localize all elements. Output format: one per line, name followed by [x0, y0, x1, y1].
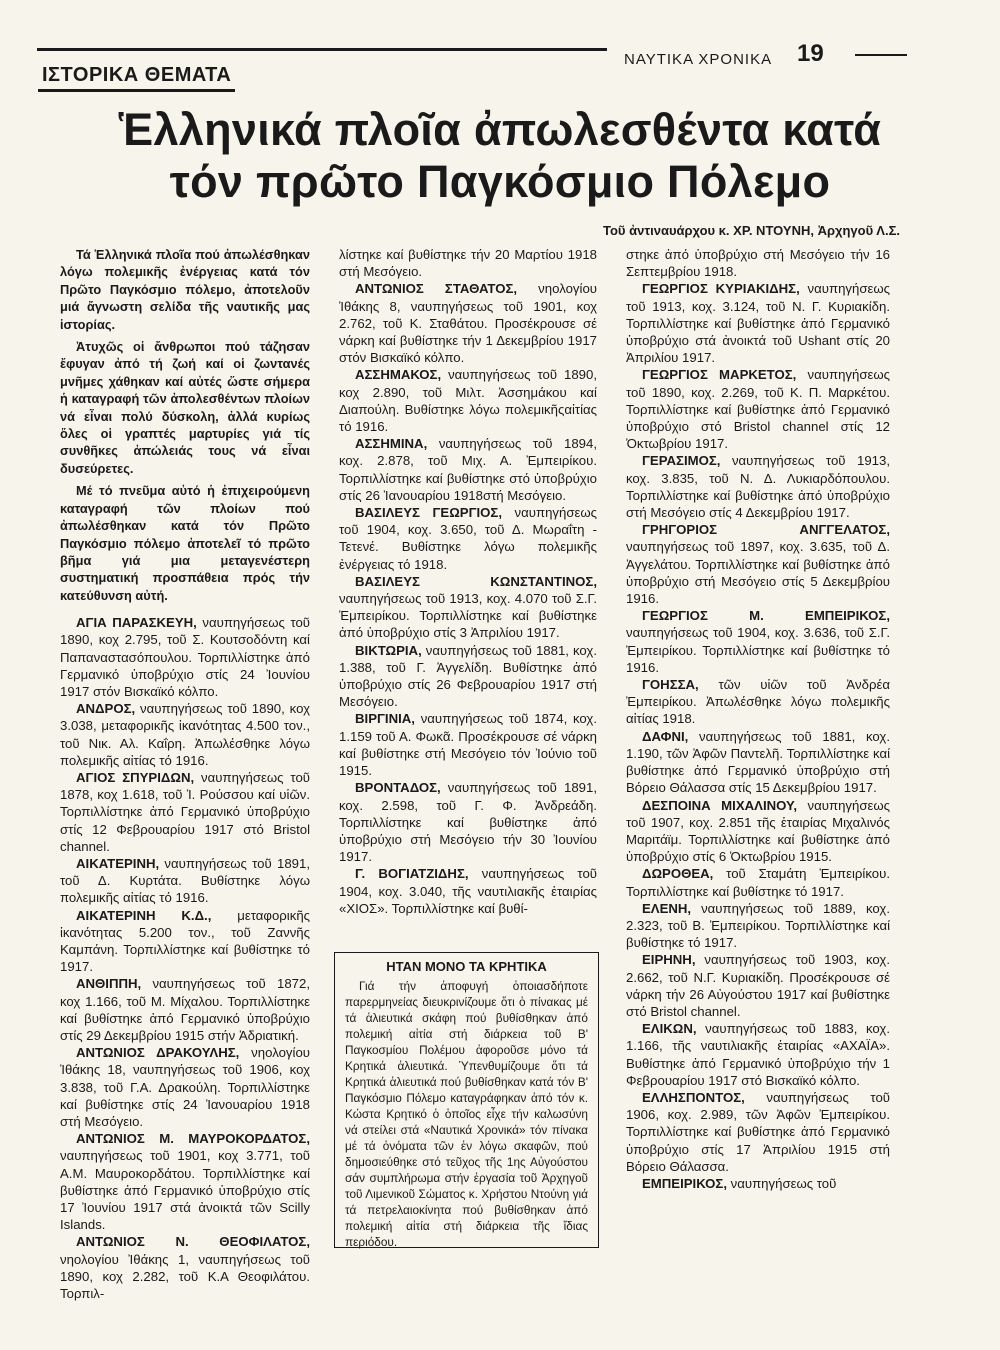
ship-entry: ΑΙΚΑΤΕΡΙΝΗ, ναυπηγήσεως τοῦ 1891, τοῦ Δ. Κυρτάτα. Βυθίστηκε λόγω πολεμικῆς αἰτίας τό 1916. [60, 855, 310, 906]
header-rule-left [37, 48, 607, 51]
column-1 [60, 246, 310, 1302]
intro-paragraph: Τά Ἑλληνικά πλοῖα πού ἀπωλέσθηκαν λόγω πολεμικῆς ἐνέργειας κατά τόν Πρῶτο Παγκόσμιο πόλεμο, ἀποτελοῦν μιά ἄγνωστη σελίδα τῆς ναυτικῆς μας ἱστορίας. [60, 247, 310, 332]
title-line-1: Ἑλληνικά πλοῖα ἀπωλεσθέντα κατά [118, 104, 882, 155]
ship-entry: ΕΛΙΚΩΝ, ναυπηγήσεως τοῦ 1883, κοχ. 1.166, τῆς ναυτιλιακῆς ἑταιρίας «ΑΧΑΪΑ». Βυθίστηκε ἀπό Γερμανικό ὑποβρύχιο τήν 1 Φεβρουαρίου 1917 στό Βισκαϊκό κόλπο. [626, 1021, 890, 1088]
ship-entry: ΕΜΠΕΙΡΙΚΟΣ, ναυπηγήσεως τοῦ [642, 1175, 837, 1191]
ship-entry: ΑΙΚΑΤΕΡΙΝΗ Κ.Δ., μεταφορικῆς ἱκανότητας 5.200 τον., τοῦ Ζαννῆς Καμπάνη. Τορπιλλίστηκε καί βυθίστηκε τό 1917. [60, 907, 311, 975]
ship-entry: ΑΝΘΙΠΠΗ, ναυπηγήσεως τοῦ 1872, κοχ 1.166, τοῦ Μ. Μίχαλου. Τορπιλλίστηκε καί βυθίστηκε ἀπό Γερμανικό ὑποβρύχιο στίς 29 Δεκεμβρίου 1915 στήν Ἀδριατική. [60, 976, 310, 1043]
ship-entry: ΑΝΤΩΝΙΟΣ ΣΤΑΘΑΤΟΣ, νηολογίου Ἰθάκης 8, ναυπηγήσεως τοῦ 1901, κοχ 2.762, τοῦ Κ. Σταθάτου. Προσέκρουσε σέ νάρκη καί βυθίστηκε τήν 1 Δεκεμβρίου 1917 στόν Βισκαϊκό κόλπο. [339, 281, 597, 366]
ship-entry: ΔΩΡΟΘΕΑ, τοῦ Σταμάτη Ἐμπειρίκου. Τορπιλλίστηκε καί βυθίστηκε τό 1917. [626, 866, 890, 899]
ship-entry: ΓΕΩΡΓΙΟΣ ΜΑΡΚΕΤΟΣ, ναυπηγήσεως τοῦ 1890, κοχ. 2.269, τοῦ Κ. Π. Μαρκέτου. Τορπιλλίστηκε καί βυθίστηκε ἀπό Γερμανικό ὑποβρύχιο στό Bristol channel στίς 12 Ὀκτωβρίου 1917. [626, 367, 891, 452]
ship-entry: ΕΙΡΗΝΗ, ναυπηγήσεως τοῦ 1903, κοχ. 2.662, τοῦ Ν.Γ. Κυριακίδη. Προσέκρουσε σέ νάρκη τήν 26 Αὐγούστου 1917 καί βυθίστηκε στό Bristol channel. [626, 952, 890, 1019]
page-number: 19 [797, 40, 824, 67]
ship-entry: ΓΕΩΡΓΙΟΣ ΚΥΡΙΑΚΙΔΗΣ, ναυπηγήσεως τοῦ 1913, κοχ. 3.124, τοῦ Ν. Γ. Κυριακίδη. Τορπιλλίστηκε καί βυθίστηκε ἀπό Γερμανικό ὑποβρύχιο στά ἀνοικτά τοῦ Ushant στίς 20 Ἀπριλίου 1917. [626, 281, 890, 366]
sidebar-box [334, 952, 599, 1248]
column-2 [339, 246, 597, 917]
ship-entry: ΑΝΤΩΝΙΟΣ Ν. ΘΕΟΦΙΛΑΤΟΣ, νηολογίου Ἰθάκης 1, ναυπηγήσεως τοῦ 1890, κοχ 2.282, τοῦ Κ.Α Θεοφιλάτου. Τορπιλ- [60, 1234, 310, 1302]
column-3 [626, 246, 890, 1192]
intro-paragraph: Ἀτυχῶς οἱ ἄνθρωποι πού τάζησαν ἔφυγαν ἀπό τή ζωή καί οἱ ζωντανές μνῆμες χάθηκαν καί αὐτές ὥστε σήμερα ἡ καταγραφή τῶν ἀπολεσθέντων πλοίων νά εἶναι πολύ δύσκολη, ἀλλά κυρίως ὅλες οἱ γραπτές μαρτυρίες γιά τίς συνθῆκες ἀπώλειάς τους νά εἶναι δυσεύρετες. [60, 339, 310, 476]
title-line-2: τόν πρῶτο Παγκόσμιο Πόλεμο [169, 156, 831, 207]
ship-entry: ΓΟΗΣΣΑ, τῶν υἱῶν τοῦ Ἀνδρέα Ἐμπειρίκου. Ἀπωλέσθηκε λόγω πολεμικῆς αἰτίας 1918. [626, 677, 890, 727]
ship-entry: ΑΣΣΗΜΑΚΟΣ, ναυπηγήσεως τοῦ 1890, κοχ 2.890, τοῦ Μιλτ. Ἀσσημάκου καί Διαπούλη. Βυθίστηκε λόγω πολεμικῆςαἰτίας τό 1916. [339, 367, 597, 435]
ship-entry: ΑΣΣΗΜΙΝΑ, ναυπηγήσεως τοῦ 1894, κοχ. 2.878, τοῦ Μιχ. Α. Ἐμπειρίκου. Τορπιλλίστηκε καί βυθίστηκε στό ὑποβρύχιο στίς 26 Ἰανουαρίου 1918στή Μεσόγειο. [339, 436, 597, 503]
ship-entry: ΓΡΗΓΟΡΙΟΣ ΑΝΓΓΕΛΑΤΟΣ, ναυπηγήσεως τοῦ 1897, κοχ. 3.635, τοῦ Δ. Ἀγγελάτου. Τορπιλλίστηκε καί βυθίστηκε ἀπό ὑποβρύχιο στή Μεσόγειο στίς 5 Δεκεμβρίου 1916. [626, 522, 890, 607]
ship-entry: ΒΙΚΤΩΡΙΑ, ναυπηγήσεως τοῦ 1881, κοχ. 1.388, τοῦ Γ. Ἀγγελίδη. Βυθίστηκε ἀπό ὑποβρύχιο στίς 26 Φεβρουαρίου 1917 στή Μεσόγειο. [339, 642, 597, 710]
ship-entry: ΒΡΟΝΤΑΔΟΣ, ναυπηγήσεως τοῦ 1891, κοχ. 2.598, τοῦ Γ. Φ. Ἀνδρεάδη. Τορπιλλίστηκε καί βυθίστηκε ἀπό ὑποβρύχιο στή Μεσόγειο τήν 30 Ἰουνίου 1917. [339, 780, 597, 865]
section-heading: ΙΣΤΟΡΙΚΑ ΘΕΜΑΤΑ [38, 64, 235, 92]
box-title: ΗΤΑΝ ΜΟΝΟ ΤΑ ΚΡΗΤΙΚΑ [386, 959, 547, 974]
ship-entry: ΒΑΣΙΛΕΥΣ ΓΕΩΡΓΙΟΣ, ναυπηγήσεως τοῦ 1904, κοχ. 3.650, τοῦ Δ. Μωραΐτη - Τετενέ. Βυθίστηκε λόγω πολεμικῆς ἐνέργειας τό 1918. [339, 505, 598, 572]
intro [60, 246, 310, 604]
ship-entry: ΕΛΛΗΣΠΟΝΤΟΣ, ναυπηγήσεως τοῦ 1906, κοχ. 2.989, τῶν Ἀφῶν Ἐμπειρίκου. Τορπιλλίστηκε καί βυθίστηκε ἀπό Γερμανικό ὑποβρύχιο στίς 17 Ἀπριλίου 1915 στή Βόρειο Θάλασσα. [626, 1089, 890, 1174]
ship-entry: ΑΝΤΩΝΙΟΣ Μ. ΜΑΥΡΟΚΟΡΔΑΤΟΣ, ναυπηγήσεως τοῦ 1901, κοχ 3.771, τοῦ Α.Μ. Μαυροκορδάτου. Τορπιλλίστηκε καί βυθίστηκε ἀπό Γερμανικό ὑποβρύχιο στίς 17 Ἰουνίου 1917 στά ἀνοικτά τῶν Scilly Islands. [60, 1131, 310, 1233]
ship-entry: ΔΕΣΠΟΙΝΑ ΜΙΧΑΛΙΝΟΥ, ναυπηγήσεως τοῦ 1907, κοχ. 2.851 τῆς ἑταιρίας Μιχαλινός Μαριτάϊμ. Τορπιλλίστηκε καί βυθίστηκε ἀπό ὑποβρύχιο στίς 6 Ὀκτωβρίου 1915. [626, 797, 891, 865]
journal-name: ΝΑΥΤΙΚΑ ΧΡΟΝΙΚΑ [624, 51, 773, 68]
byline: Τοῦ ἀντιναυάρχου κ. ΧΡ. ΝΤΟΥΝΗ, Ἀρχηγοῦ Λ.Σ. [603, 223, 900, 238]
ship-entry: ΑΝΔΡΟΣ, ναυπηγήσεως τοῦ 1890, κοχ 3.038, μεταφορικῆς ἱκανότητας 4.500 τον., τοῦ Νικ. Αλ. Καΐρη. Ἀπωλέσθηκε λόγω πολεμικῆς αἰτίας τό 1916. [60, 701, 310, 768]
ship-entry: ΓΕΩΡΓΙΟΣ Μ. ΕΜΠΕΙΡΙΚΟΣ, ναυπηγήσεως τοῦ 1904, κοχ. 3.636, τοῦ Σ.Γ. Ἐμπειρίκου. Τορπιλλίστηκε καί βυθίστηκε τό 1916. [626, 608, 890, 675]
intro-paragraph: Μέ τό πνεῦμα αὐτό ἡ ἐπιχειρούμενη καταγραφή τῶν πλοίων πού ἀπωλέσθηκαν κατά τόν Πρῶτο Παγκόσμιο πόλεμο ἀποτελεῖ τό πρῶτο βῆμα γιά μια μεταγενέστερη συστηματική προσπάθεια πρός τήν κατεύθυνση αὐτή. [60, 483, 310, 603]
ship-entry: ΑΝΤΩΝΙΟΣ ΔΡΑΚΟΥΛΗΣ, νηολογίου Ἰθάκης 18, ναυπηγήσεως τοῦ 1906, κοχ 3.838, τοῦ Γ.Α. Δρακούλη. Τορπιλλίστηκε καί βυθίστηκε στίς 24 Ἰανουαρίου 1918 στή Μεσόγειο. [60, 1045, 310, 1130]
continued-text: στηκε ἀπό ὑποβρύχιο στή Μεσόγειο τήν 16 Σεπτεμβρίου 1918. [626, 247, 890, 280]
ship-entry: ΕΛΕΝΗ, ναυπηγήσεως τοῦ 1889, κοχ. 2.323, τοῦ Β. Ἐμπειρίκου. Τορπιλλίστηκε καί βυθίστηκε τό 1917. [626, 900, 890, 951]
ship-entry: ΒΙΡΓΙΝΙΑ, ναυπηγήσεως τοῦ 1874, κοχ. 1.159 τοῦ Α. Φωκᾶ. Προσέκρουσε σέ νάρκη καί βυθίστηκε στή Μεσόγειο τόν Ἰούνιο τοῦ 1915. [339, 711, 597, 779]
ship-entry: ΔΑΦΝΙ, ναυπηγήσεως τοῦ 1881, κοχ. 1.190, τῶν Ἀφῶν Παντελῆ. Τορπιλλίστηκε καί βυθίστηκε ἀπό Γερμανικό ὑποβρύχιο στή Βόρειο Θάλασσα στίς 15 Δεκεμβρίου 1917. [626, 728, 890, 796]
ship-entry: ΒΑΣΙΛΕΥΣ ΚΩΝΣΤΑΝΤΙΝΟΣ, ναυπηγήσεως τοῦ 1913, κοχ. 4.070 τοῦ Σ.Γ. Ἐμπειρίκου. Τορπιλλίστηκε καί βυθίστηκε ἀπό ὑποβρύχιο στίς 3 Ἀπριλίου 1917. [339, 573, 597, 641]
ship-entry: ΓΕΡΑΣΙΜΟΣ, ναυπηγήσεως τοῦ 1913, κοχ. 3.835, τοῦ Ν. Δ. Λυκιαρδόπουλου. Τορπιλλίστηκε καί βυθίστηκε ἀπό ὑποβρύχιο στή Μεσόγειο στίς 4 Δεκεμβρίου 1917. [626, 453, 890, 521]
continued-text: λίστηκε καί βυθίστηκε τήν 20 Μαρτίου 1918 στή Μεσόγειο. [339, 247, 597, 280]
article-title [40, 104, 960, 208]
box-text: Γιά τήν ἀποφυγή ὁποιασδήποτε παρερμηνείας διευκρινίζουμε ὅτι ὁ πίνακας μέ τά ἁλιευτικά σκάφη πού βυθίσθηκαν ἀπό πολεμική αἰτία στή διάρκεια τοῦ Β' Παγκοσμίου Πολέμου ἀφοροῦσε μόνο τά Κρητικά ἁλιευτικά. Ὑπενθυμίζουμε ὅτι τά Κρητικά ἁλιευτικά πού βυθίσθηκαν κατά τόν Β' Παγκόσμιο Πόλεμο καταγράφηκαν ἀπό τόν κ. Κώστα Κρητικό ὁ ὁποῖος εἶχε τήν καλωσύνη νά στείλει στά «Ναυτικά Χρονικά» τόν πίνακα μέ τά ὀνόματα τῶν ἐν λόγω σκαφῶν, πού δημοσιεύθηκε στό τεῦχος τῆς 1ης Αὐγούστου σάν συμπλήρωμα στήν ἐργασία τοῦ Ἀρχηγοῦ τοῦ Λιμενικοῦ Σώματος κ. Χρήστου Ντούνη γιά τά πετρελαιοκίνητα πού βυθίσθηκαν ἀπό πολεμική αἰτία στή διάρκεια τῆς ἴδιας περιόδου. [345, 979, 588, 1249]
ship-entry: Γ. ΒΟΓΙΑΤΖΙΔΗΣ, ναυπηγήσεως τοῦ 1904, κοχ. 3.040, τῆς ναυτιλιακῆς ἑταιρίας «ΧΙΟΣ». Τορπιλλίστηκε καί βυθί- [339, 866, 598, 916]
ship-entry: ΑΓΙΟΣ ΣΠΥΡΙΔΩΝ, ναυπηγήσεως τοῦ 1878, κοχ 1.618, τοῦ Ἰ. Ρούσσου καί υἱῶν. Τορπιλλίστηκε ἀπό Γερμανικό ὑποβρύχιο στίς 12 Φεβρουαρίου 1917 στό Bristol channel. [60, 769, 310, 854]
ship-entry: ΑΓΙΑ ΠΑΡΑΣΚΕΥΗ, ναυπηγήσεως τοῦ 1890, κοχ 2.795, τοῦ Σ. Κουτσοδόντη καί Παπαναστασόπουλου. Τορπιλλίστηκε ἀπό Γερμανικό ὑποβρύχιο στίς 24 Ἰουνίου 1917 στόν Βισκαϊκό κόλπο. [60, 615, 311, 699]
header-rule-right [855, 54, 907, 56]
